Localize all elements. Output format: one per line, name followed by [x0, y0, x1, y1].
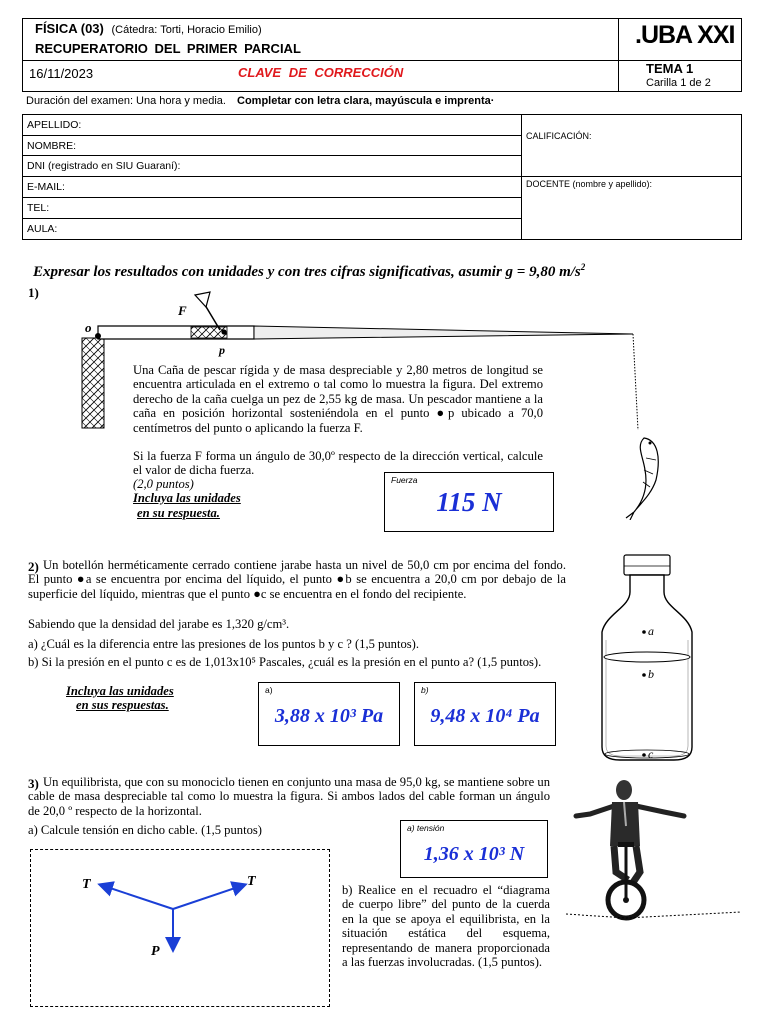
field-apellido[interactable]: APELLIDO: [23, 115, 522, 136]
sheet-label: Carilla 1 de 2 [646, 77, 711, 89]
fish-drawing [626, 438, 658, 520]
field-tel[interactable]: TEL: [23, 198, 522, 219]
bottle-cap [624, 555, 670, 575]
q3-unicyclist-figure [566, 776, 746, 926]
q1-label-F: F [178, 303, 187, 318]
q3-number: 3) [28, 776, 39, 791]
q3-part-b-text: b) Realice en el recuadro el “diagrama de cuerpo libre” del punto de la cuerda en la que se apoya el equilibrista, en la situación estática del esquema, representando de manera proporcionada a las fuerzas involucradas. (1,5 puntos). [342, 883, 550, 970]
q2-label-c: c [648, 747, 654, 761]
field-nombre[interactable]: NOMBRE: [23, 136, 522, 156]
q2-answer-b-value: 9,48 x 10⁴ Pa [430, 705, 540, 727]
q2-units-note-2: en sus respuestas. [76, 698, 169, 712]
liquid-surface [604, 652, 690, 662]
q1-statement: Una Caña de pescar rígida y de masa despreciable y 2,80 metros de longitud se encuentra articulada en el extremo o tal como lo muestra la figura. Del extremo derecho de la caña cuelga un pez de 2,55 kg de masa. Un pescador mantiene a la caña en posición horizontal sosteniéndola en el punto ●p ubicado a 70,0 centímetros del punto o aplicando la fuerza F. [133, 363, 543, 435]
q2-answer-b-label: b) [421, 685, 429, 695]
point-c-dot [642, 753, 646, 757]
wall-support [82, 338, 104, 428]
answer-key-title: CLAVE DE CORRECCIÓN [238, 65, 404, 80]
q1-units-note-2: en su respuesta. [137, 506, 220, 520]
field-email[interactable]: E-MAIL: [23, 177, 522, 198]
subject: FÍSICA (03) [35, 21, 104, 36]
q2-part-a: a) ¿Cuál es la diferencia entre las presiones de los puntos b y c ? (1,5 puntos). [28, 637, 419, 651]
q1-answer-value: 115 N [436, 487, 502, 517]
q3-answer-box[interactable] [400, 820, 548, 878]
course-line [35, 21, 262, 36]
header-top-row [22, 18, 742, 60]
tema-label: TEMA 1 [646, 61, 694, 76]
q2-answer-a-label: a) [265, 685, 273, 695]
q2-bottle-figure [590, 552, 730, 764]
point-a-dot [642, 630, 646, 634]
head [616, 780, 632, 800]
fishing-line [633, 334, 638, 430]
chair: (Cátedra: Torti, Horacio Emilio) [111, 24, 262, 36]
q2-answer-a-value: 3,88 x 10³ Pa [274, 705, 384, 727]
q2-units-note-1: Incluya las unidades [66, 684, 174, 698]
rod-shaft [254, 326, 633, 339]
q3-answer-label: a) tensión [407, 823, 445, 833]
uba-logo [635, 21, 734, 50]
rod-handle [98, 326, 254, 339]
q3-part-a: a) Calcule tensión en dicho cable. (1,5 puntos) [28, 823, 262, 837]
q1-units-note-1: Incluya las unidades [133, 491, 241, 505]
q1-number: 1) [28, 285, 39, 300]
field-calificacion[interactable]: CALIFICACIÓN: [522, 115, 742, 177]
q2-label-b: b [648, 667, 654, 681]
general-instruction [33, 262, 585, 281]
q3-free-body-diagram [30, 849, 330, 1007]
q3-label-P: P [151, 944, 160, 959]
q1-label-p: p [219, 343, 225, 357]
tension-right-arrow [173, 885, 244, 909]
header-date-row [22, 60, 742, 92]
instruction-text: Expresar los resultados con unidades y con tres cifras significativas, asumir g = 9,80 m/s [33, 264, 581, 280]
q1-label-o: o [85, 320, 92, 335]
q1-answer-box[interactable] [384, 472, 554, 532]
duration-line [26, 95, 494, 107]
q2-number: 2) [28, 559, 39, 574]
field-aula[interactable]: AULA: [23, 219, 522, 240]
q2-answer-b-box[interactable] [414, 682, 556, 746]
q1-question: Si la fuerza F forma un ángulo de 30,0º respecto de la dirección vertical, calcule el valor de dicha fuerza. [133, 449, 543, 478]
bottle-outline [602, 575, 692, 760]
duration: Duración del examen: Una hora y media. [26, 95, 226, 107]
q2-label-a: a [648, 624, 654, 638]
tension-left-arrow [101, 885, 173, 909]
exam-title: RECUPERATORIO DEL PRIMER PARCIAL [35, 41, 301, 56]
q2-part-b: b) Si la presión en el punto c es de 1,013x10⁵ Pascales, ¿cuál es la presión en el punto a? (1,5 puntos). [28, 655, 542, 669]
force-arrow-head [195, 292, 210, 307]
point-p-dot [221, 329, 226, 334]
q3-statement: Un equilibrista, que con su monociclo tienen en conjunto una masa de 95,0 kg, se mantiene sobre un cable de masa despreciable tal como lo muestra la figura. Si ambos lados del cable forman un ángulo de 20,0 º respecto de la horizontal. [28, 775, 550, 818]
logo-text: .UBA XXI [635, 21, 735, 49]
q1-points: (2,0 puntos) [133, 477, 194, 491]
q2-answer-a-box[interactable] [258, 682, 400, 746]
writing-instructions: Completar con letra clara, mayúscula e imprenta· [237, 95, 495, 107]
q2-density: Sabiendo que la densidad del jarabe es 1,320 g/cm³. [28, 617, 290, 631]
q3-label-T-left: T [82, 877, 91, 892]
q3-answer-value: 1,36 x 10³ N [423, 843, 525, 865]
instruction-exponent: 2 [580, 262, 586, 272]
q1-answer-label: Fuerza [391, 475, 418, 485]
student-info-table [22, 114, 742, 240]
field-docente[interactable]: DOCENTE (nombre y apellido): [522, 177, 742, 240]
q2-statement: Un botellón herméticamente cerrado contiene jarabe hasta un nivel de 50,0 cm por encima del fondo. El punto ●a se encuentra por encima del líquido, el punto ●b se encuentra a 20,0 cm por debajo de la superficie del líquido, mientras que el punto ●c se encuentra en el fondo del recipiente. [28, 558, 566, 601]
pivot-point [95, 333, 101, 339]
q3-label-T-right: T [247, 874, 256, 889]
field-dni[interactable]: DNI (registrado en SIU Guaraní): [23, 156, 522, 177]
exam-date: 16/11/2023 [29, 66, 94, 81]
point-b-dot [642, 673, 646, 677]
cable [566, 912, 741, 918]
